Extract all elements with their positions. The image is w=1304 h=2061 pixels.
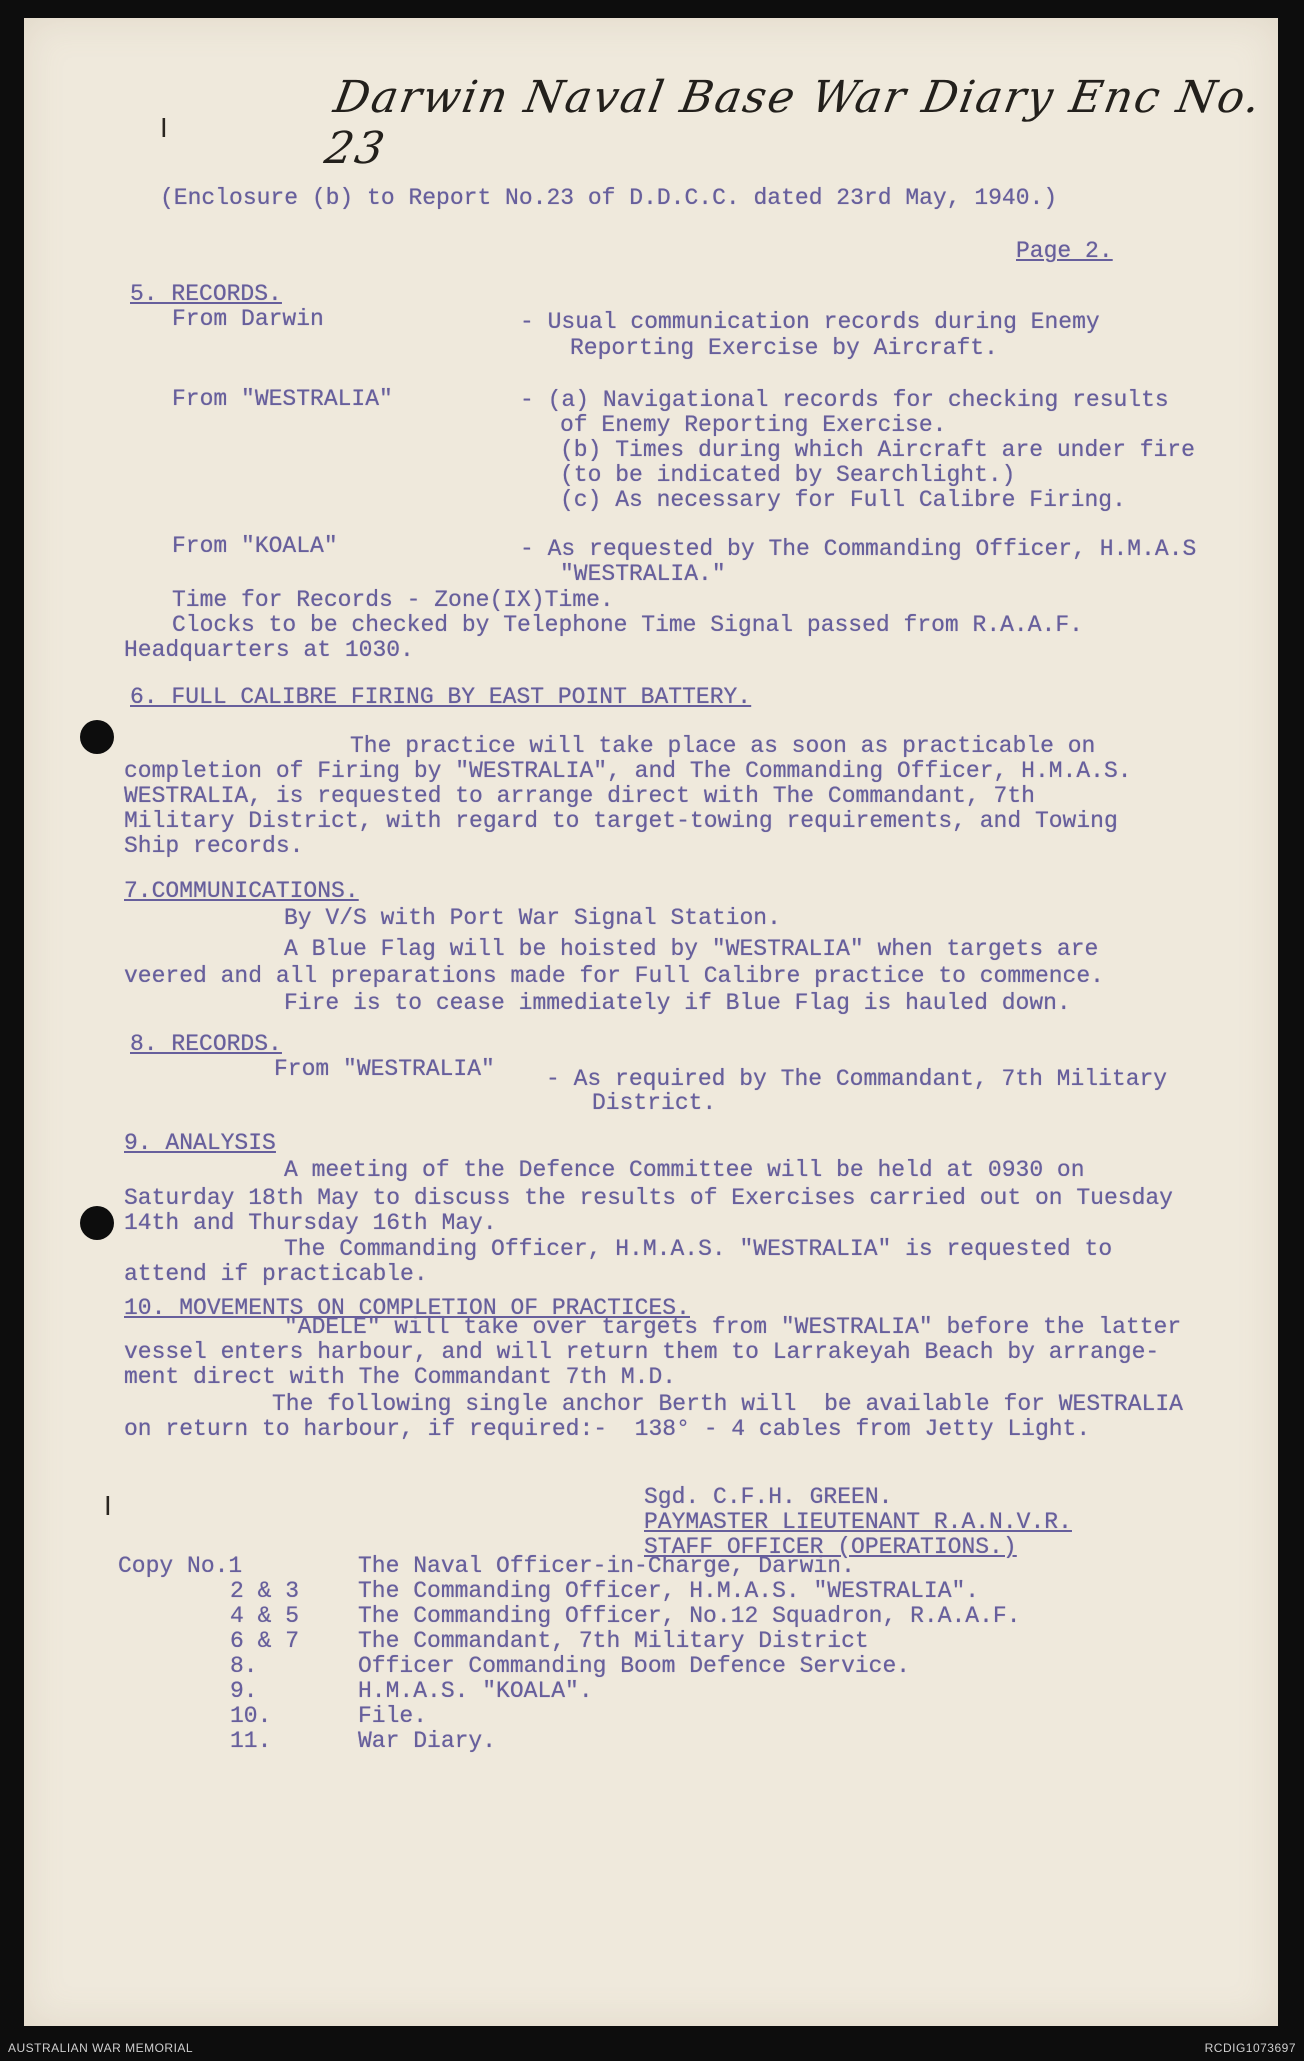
copy-recipient: H.M.A.S. "KOALA". (358, 1678, 593, 1704)
sec5-westralia-a2: of Enemy Reporting Exercise. (560, 412, 947, 438)
sec6-heading: 6. FULL CALIBRE FIRING BY EAST POINT BATTERY. (130, 684, 752, 710)
sec5-clocks-1: Clocks to be checked by Telephone Time Signal passed from R.A.A.F. (172, 612, 1083, 638)
sec5-westralia-c: (c) As necessary for Full Calibre Firing. (560, 487, 1126, 513)
sec7-line-2: A Blue Flag will be hoisted by "WESTRALIA" when targets are (284, 936, 1099, 962)
copy-recipient: Officer Commanding Boom Defence Service. (358, 1653, 911, 1679)
sec5-from-darwin: From Darwin (172, 306, 324, 332)
sec9-line-2: Saturday 18th May to discuss the results of Exercises carried out on Tuesday (124, 1185, 1173, 1211)
sec8-heading: 8. RECORDS. (130, 1031, 282, 1057)
sec7-heading: 7.COMMUNICATIONS. (124, 878, 359, 904)
sec8-from: From "WESTRALIA" (274, 1056, 495, 1082)
sec5-from-koala: From "KOALA" (172, 533, 338, 559)
copy-number: Copy No.1 (118, 1553, 243, 1579)
sec5-westralia-a1: - (a) Navigational records for checking results (520, 387, 1169, 413)
sec5-heading: 5. RECORDS. (130, 281, 282, 307)
copy-number: 2 & 3 (230, 1578, 300, 1604)
sec8-line-2: District. (592, 1090, 717, 1116)
copy-recipient: The Commanding Officer, H.M.A.S. "WESTRALIA". (358, 1578, 980, 1604)
copy-number: 4 & 5 (230, 1603, 300, 1629)
sec5-darwin-text-2: Reporting Exercise by Aircraft. (570, 335, 998, 361)
punch-hole-bottom (80, 1206, 114, 1240)
enclosure-line: (Enclosure (b) to Report No.23 of D.D.C.C. dated 23rd May, 1940.) (160, 185, 1058, 211)
sec5-koala-2: "WESTRALIA." (560, 561, 726, 587)
sec9-heading: 9. ANALYSIS (124, 1130, 276, 1156)
sec5-westralia-b1: (b) Times during which Aircraft are under fire (560, 437, 1195, 463)
sec10-line-4: The following single anchor Berth will be available for WESTRALIA (272, 1391, 1183, 1417)
page-number: Page 2. (1016, 238, 1113, 264)
sec6-line-5: Ship records. (124, 833, 304, 859)
sec10-heading: 10. MOVEMENTS ON COMPLETION OF PRACTICES. (124, 1295, 690, 1321)
punch-hole-top (80, 720, 114, 754)
footer-id: RCDIG1073697 (1204, 2041, 1296, 2055)
copy-recipient: War Diary. (358, 1728, 497, 1754)
sec10-line-3: ment direct with The Commandant 7th M.D. (124, 1364, 677, 1390)
signature-rank: PAYMASTER LIEUTENANT R.A.N.V.R. (644, 1509, 1072, 1535)
signature-name: Sgd. C.F.H. GREEN. (644, 1484, 893, 1510)
signature-role: STAFF OFFICER (OPERATIONS.) (644, 1534, 1017, 1560)
copy-number: 11. (230, 1728, 272, 1754)
sec6-line-2: completion of Firing by "WESTRALIA", and The Commanding Officer, H.M.A.S. (124, 758, 1132, 784)
sec10-line-2: vessel enters harbour, and will return them to Larrakeyah Beach by arrange- (124, 1339, 1160, 1365)
sec7-line-4: Fire is to cease immediately if Blue Flag is hauled down. (284, 990, 1071, 1016)
sec5-clocks-2: Headquarters at 1030. (124, 637, 414, 663)
copy-recipient: The Commandant, 7th Military District (358, 1628, 869, 1654)
sec9-line-5: attend if practicable. (124, 1261, 428, 1287)
sec9-line-4: The Commanding Officer, H.M.A.S. "WESTRALIA" is requested to (284, 1236, 1113, 1262)
sec9-line-3: 14th and Thursday 16th May. (124, 1210, 497, 1236)
margin-mark-bottom: ⵏ (104, 1492, 112, 1521)
sec8-line-1: - As required by The Commandant, 7th Military (546, 1066, 1168, 1092)
copy-recipient: The Naval Officer-in-Charge, Darwin. (358, 1553, 855, 1579)
sec6-line-1: The practice will take place as soon as practicable on (350, 733, 1096, 759)
sec10-line-5: on return to harbour, if required:- 138° - 4 cables from Jetty Light. (124, 1416, 1091, 1442)
sec7-line-1: By V/S with Port War Signal Station. (284, 905, 781, 931)
copy-recipient: The Commanding Officer, No.12 Squadron, R.A.A.F. (358, 1603, 1021, 1629)
sec5-westralia-b2: (to be indicated by Searchlight.) (560, 462, 1016, 488)
sec9-line-1: A meeting of the Defence Committee will be held at 0930 on (284, 1157, 1085, 1183)
sec5-koala-1: - As requested by The Commanding Officer, H.M.A.S (520, 536, 1197, 562)
copy-number: 8. (230, 1653, 258, 1679)
sec7-line-3: veered and all preparations made for Full Calibre practice to commence. (124, 963, 1104, 989)
copy-number: 10. (230, 1703, 272, 1729)
sec5-from-westralia: From "WESTRALIA" (172, 386, 393, 412)
footer-source: AUSTRALIAN WAR MEMORIAL (8, 2041, 194, 2055)
margin-mark-top: ⵏ (160, 114, 168, 143)
sec5-time-records: Time for Records - Zone(IX)Time. (172, 587, 614, 613)
copy-recipient: File. (358, 1703, 428, 1729)
sec6-line-4: Military District, with regard to target-towing requirements, and Towing (124, 808, 1118, 834)
sec6-line-3: WESTRALIA, is requested to arrange direct with The Commandant, 7th (124, 783, 1035, 809)
copy-number: 9. (230, 1678, 258, 1704)
sec5-darwin-text-1: - Usual communication records during Enemy (520, 309, 1100, 335)
handwritten-title: Darwin Naval Base War Diary Enc No. 23 (321, 72, 1267, 174)
copy-number: 6 & 7 (230, 1628, 300, 1654)
sec10-line-1: "ADELE" will take over targets from "WESTRALIA" before the latter (284, 1314, 1182, 1340)
